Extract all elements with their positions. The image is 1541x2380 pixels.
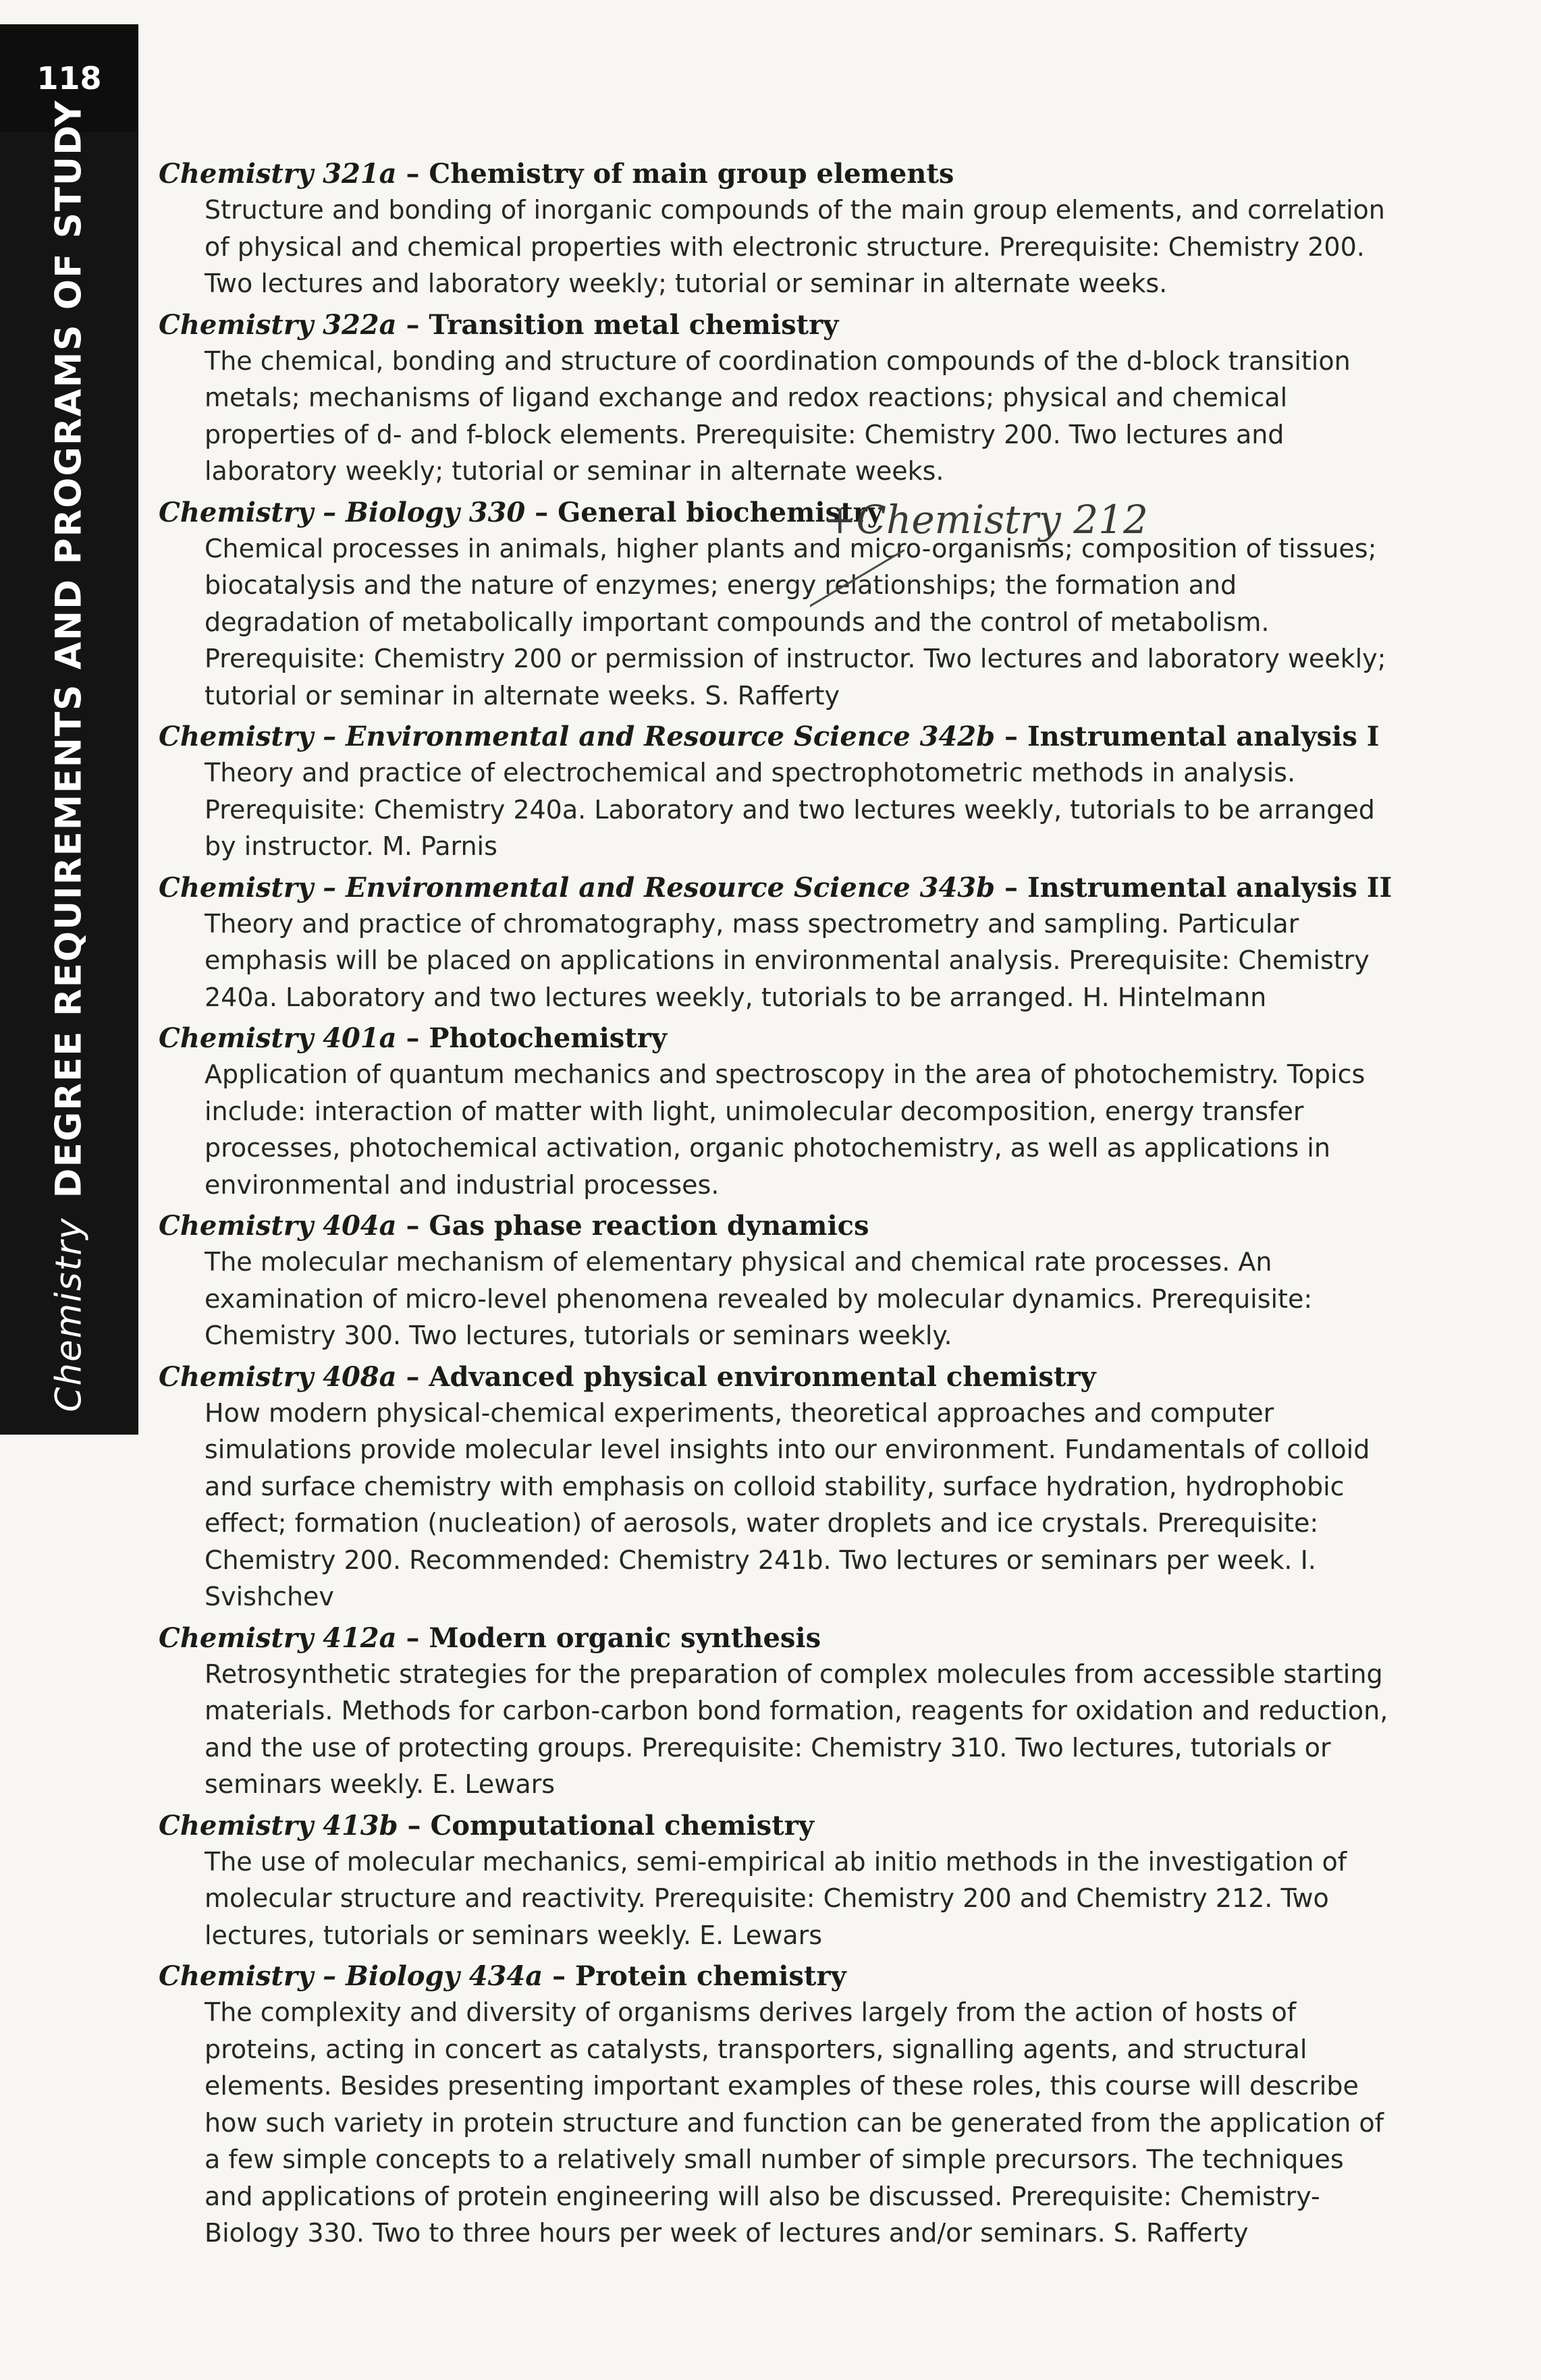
- course-code: Chemistry – Biology 330: [159, 496, 526, 528]
- course-code: Chemistry – Environmental and Resource Science 343b: [159, 871, 996, 904]
- course-entry: [159, 1808, 1394, 1954]
- side-section: DEGREE REQUIREMENTS AND PROGRAMS OF STUDY: [48, 99, 90, 1198]
- course-description: Application of quantum mechanics and spectroscopy in the area of photochemistry. Topics include: interaction of matter with light, unimolecular decomposition, energy transfer processes, photochemical activation, organic photochemistry, as well as applications in environmental and industrial processes.: [205, 1059, 1366, 1200]
- course-entry: [159, 1209, 1394, 1354]
- course-heading: Chemistry 408a – Advanced physical environmental chemistry: [159, 1360, 1096, 1393]
- course-description: The use of molecular mechanics, semi-empirical ab initio methods in the investigation of molecular structure and reactivity. Prerequisite: Chemistry 200 and Chemistry 212. Two lectures, tutorials or seminars weekly. E. Lewars: [205, 1846, 1347, 1950]
- course-heading: Chemistry – Environmental and Resource Science 342b – Instrumental analysis I: [159, 721, 1380, 752]
- course-description: How modern physical-chemical experiments, theoretical approaches and computer simulations provide molecular level insights into our environment. Fundamentals of colloid and surface chemistry with emphasis on colloid stability, surface hydration, hydrophobic effect; formation (nucleation) of aerosols, water droplets and ice crystals. Prerequisite: Chemistry 200. Recommended: Chemistry 241b. Two lectures or seminars per week. I. Svishchev: [205, 1397, 1370, 1611]
- course-code: Chemistry 322a: [159, 308, 397, 341]
- side-section-title: [49, 99, 90, 1412]
- course-description: Theory and practice of electrochemical and spectrophotometric methods in analysis. Prerequisite: Chemistry 240a. Laboratory and two lectures weekly, tutorials to be arranged by instructor. M. Parnis: [205, 758, 1375, 861]
- course-description: Retrosynthetic strategies for the preparation of complex molecules from accessible starting materials. Methods for carbon-carbon bond formation, reagents for oxidation and reduction, and the use of protecting groups. Prerequisite: Chemistry 310. Two lectures, tutorials or seminars weekly. E. Lewars: [205, 1659, 1388, 1799]
- course-entry: [159, 1621, 1394, 1803]
- course-entry: [159, 1959, 1394, 2252]
- course-title: Instrumental analysis I: [1027, 721, 1380, 752]
- course-title: Photochemistry: [429, 1022, 668, 1054]
- course-heading: Chemistry 322a – Transition metal chemistry: [159, 308, 839, 341]
- course-code: Chemistry 408a: [159, 1360, 397, 1393]
- course-description: Theory and practice of chromatography, mass spectrometry and sampling. Particular emphasis will be placed on applications in environmental analysis. Prerequisite: Chemistry 240a. Laboratory and two lectures weekly, tutorials to be arranged. H. Hintelmann: [205, 908, 1370, 1012]
- course-heading: Chemistry – Environmental and Resource Science 343b – Instrumental analysis II: [159, 871, 1393, 904]
- course-title: Computational chemistry: [430, 1809, 814, 1842]
- course-title: Gas phase reaction dynamics: [429, 1210, 869, 1242]
- course-entry: [159, 719, 1394, 865]
- handwritten-note: +Chemistry 212: [823, 497, 1148, 543]
- page-number: 118: [0, 24, 138, 132]
- course-heading: Chemistry – Biology 330 – General biochemistry: [159, 496, 883, 528]
- course-entry: [159, 1021, 1394, 1203]
- course-code: Chemistry – Environmental and Resource Science 342b: [159, 721, 996, 752]
- course-heading: Chemistry – Biology 434a – Protein chemistry: [159, 1960, 846, 1992]
- course-entry: [159, 157, 1394, 302]
- course-title: Protein chemistry: [575, 1960, 846, 1992]
- side-subject: Chemistry: [48, 1217, 90, 1412]
- course-description: Structure and bonding of inorganic compounds of the main group elements, and correlation of physical and chemical properties with electronic structure. Prerequisite: Chemistry 200. Two lectures and laboratory weekly; tutorial or seminar in alternate weeks.: [205, 195, 1385, 298]
- course-entry: [159, 870, 1394, 1016]
- course-code: Chemistry 413b: [159, 1809, 398, 1842]
- course-code: Chemistry 321a: [159, 158, 397, 190]
- course-code: Chemistry 401a: [159, 1022, 397, 1054]
- course-description: The chemical, bonding and structure of coordination compounds of the d-block transition metals; mechanisms of ligand exchange and redox reactions; physical and chemical properties of d- and f-block elements. Prerequisite: Chemistry 200. Two lectures and laboratory weekly; tutorial or seminar in alternate weeks.: [205, 345, 1351, 486]
- course-title: Chemistry of main group elements: [429, 158, 954, 190]
- course-heading: Chemistry 413b – Computational chemistry: [159, 1809, 814, 1842]
- course-title: General biochemistry: [558, 496, 883, 528]
- course-entry: [159, 1360, 1394, 1615]
- course-title: Transition metal chemistry: [429, 308, 839, 341]
- course-code: Chemistry – Biology 434a: [159, 1960, 543, 1992]
- course-title: Instrumental analysis II: [1027, 871, 1393, 904]
- course-description: Chemical processes in animals, higher plants and micro-organisms; composition of tissues; biocatalysis and the nature of enzymes; energy relationships; the formation and degradation of metabolically important compounds and the control of metabolism. Prerequisite: Chemistry 200 or permission of instructor. Two lectures and laboratory weekly; tutorial or seminar in alternate weeks. S. Rafferty: [205, 533, 1386, 711]
- course-heading: Chemistry 412a – Modern organic synthesis: [159, 1622, 821, 1654]
- course-title: Advanced physical environmental chemistry: [429, 1360, 1096, 1393]
- course-code: Chemistry 412a: [159, 1622, 397, 1654]
- course-code: Chemistry 404a: [159, 1210, 397, 1242]
- course-description: The molecular mechanism of elementary physical and chemical rate processes. An examination of micro-level phenomena revealed by molecular dynamics. Prerequisite: Chemistry 300. Two lectures, tutorials or seminars weekly.: [205, 1247, 1313, 1350]
- course-title: Modern organic synthesis: [429, 1622, 821, 1654]
- course-entry: [159, 308, 1394, 490]
- course-heading: Chemistry 401a – Photochemistry: [159, 1022, 668, 1054]
- course-heading: Chemistry 404a – Gas phase reaction dynamics: [159, 1210, 869, 1242]
- course-description: The complexity and diversity of organisms derives largely from the action of hosts of proteins, acting in concert as catalysts, transporters, signalling agents, and structural elements. Besides presenting important examples of these roles, this course will describe how such variety in protein structure and function can be generated from the application of a few simple concepts to a relatively small number of simple precursors. The techniques and applications of protein engineering will also be discussed. Prerequisite: Chemistry-Biology 330. Two to three hours per week of lectures and/or seminars. S. Rafferty: [205, 1997, 1384, 2248]
- course-list: [159, 157, 1394, 2257]
- course-entry: [159, 495, 1394, 715]
- course-heading: Chemistry 321a – Chemistry of main group elements: [159, 158, 954, 190]
